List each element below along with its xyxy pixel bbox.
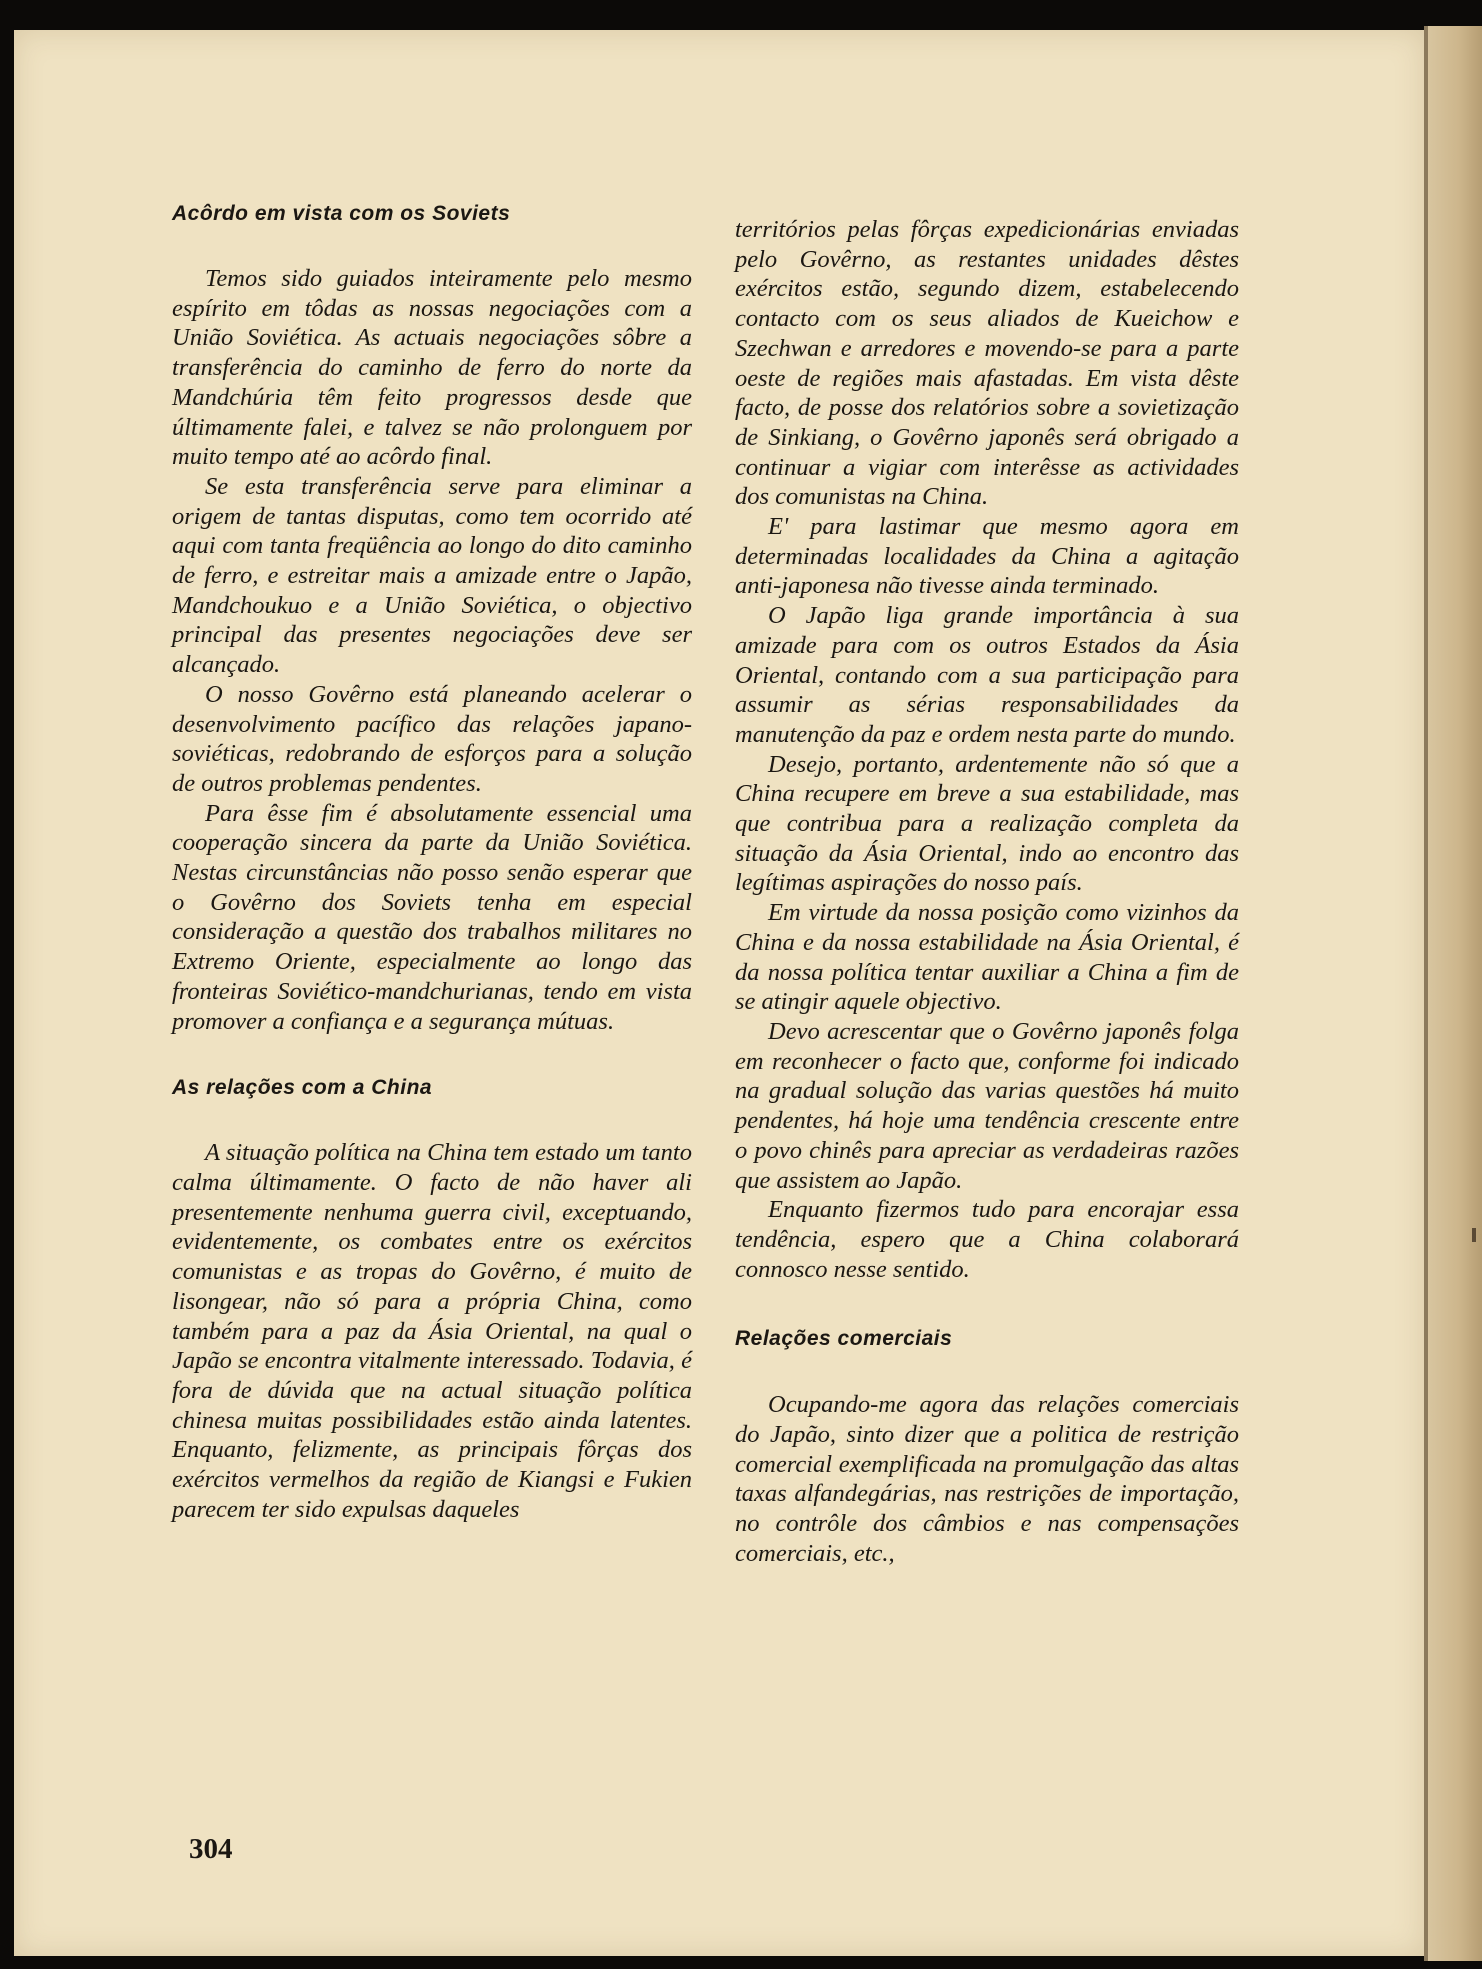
paragraph: E' para lastimar que mesmo agora em determinadas localidades da China a agitação anti-japonesa não tivesse ainda terminado. xyxy=(735,513,1239,600)
paragraph: O nosso Govêrno está planeando acelerar o desenvolvimento pacífico das relações japano-soviéticas, redobrando de esforços para a solução de outros problemas pendentes. xyxy=(172,680,692,797)
paragraph: territórios pelas fôrças expedicionárias enviadas pelo Govêrno, as restantes unidades dêstes exércitos estão, segundo dizem, estabelecendo contacto com os seus aliados de Kueichow e Szechwan e arredores e movendo-se para a parte oeste de regiões mais afastadas. Em vista dêste facto, de posse dos relatórios sobre a sovietização de Sinkiang, o Govêrno japonês será obrigado a continuar a vigiar com interêsse as actividades dos comunistas na China. xyxy=(735,216,1239,511)
heading-commercial: Relações comerciais xyxy=(735,1327,953,1351)
paragraph: Ocupando-me agora das relações comerciais do Japão, sinto dizer que a politica de restrição comercial exemplificada na promulgação das altas taxas alfandegárias, nas restrições de importação, no contrôle dos câmbios e nas compensações comerciais, etc., xyxy=(735,1391,1239,1567)
heading-soviets: Acôrdo em vista com os Soviets xyxy=(172,202,511,225)
paragraph: Se esta transferência serve para eliminar a origem de tantas disputas, como tem ocorrido até aqui com tanta freqüência ao longo do dito caminho de ferro, e estreitar mais a amizade entre o Japão, Mandchoukuo e a União Soviética, o objectivo principal das presentes negociações deve ser alcançado. xyxy=(172,472,692,679)
paragraph: O Japão liga grande importância à sua amizade para com os outros Estados da Ásia Oriental, contando com a sua participação para assumir as sérias responsabilidades da manutenção da paz e ordem nesta parte do mundo. xyxy=(735,602,1239,748)
left-column xyxy=(172,200,692,1524)
page-number: 304 xyxy=(189,1833,233,1865)
paragraph: A situação política na China tem estado um tanto calma últimamente. O facto de não haver ali presentemente nenhuma guerra civil, exceptuando, evidentemente, os combates entre os exércitos comunistas e as tropas do Govêrno, é muito de lisongear, não só para a própria China, como também para a paz da Ásia Oriental, na qual o Japão se encontra vitalmente interessado. Todavia, é fora de dúvida que na actual situação política chinesa muitas possibilidades estão ainda latentes. Enquanto, felizmente, as principais fôrças dos exércitos vermelhos da região de Kiangsi e Fukien parecem ter sido expulsas daqueles xyxy=(172,1139,692,1523)
heading-china: As relações com a China xyxy=(172,1076,433,1100)
edge-mark xyxy=(1472,1228,1476,1242)
paragraph: Enquanto fizermos tudo para encorajar essa tendência, espero que a China colaborará connosco nesse sentido. xyxy=(735,1196,1239,1283)
paragraph: Temos sido guiados inteiramente pelo mesmo espírito em tôdas as nossas negociações com a União Soviética. As actuais negociações sôbre a transferência do caminho de ferro do norte da Mandchúria têm feito progressos desde que últimamente falei, e talvez se não prolonguem por muito tempo até ao acôrdo final. xyxy=(172,265,692,471)
paragraph: Devo acrescentar que o Govêrno japonês folga em reconhecer o facto que, conforme foi indicado na gradual solução das varias questões há muito pendentes, há hoje uma tendência crescente entre o povo chinês para apreciar as verdadeiras razões que assistem ao Japão. xyxy=(735,1017,1239,1194)
paragraph: Para êsse fim é absolutamente essencial uma cooperação sincera da parte da União Soviética. Nestas circunstâncias não posso senão esperar que o Govêrno dos Soviets tenha em especial consideração a questão dos trabalhos militares no Extremo Oriente, especialmente ao longo das fronteiras Soviético-mandchurianas, tendo em vista promover a confiança e a segurança mútuas. xyxy=(172,799,692,1035)
facing-page-edge xyxy=(1424,26,1482,1961)
paragraph: Desejo, portanto, ardentemente não só que a China recupere em breve a sua estabilidade, mas que contribua para a realização completa da situação da Ásia Oriental, indo ao encontro das legítimas aspirações do nosso país. xyxy=(735,750,1239,897)
right-column xyxy=(735,215,1239,1569)
paragraph: Em virtude da nossa posição como vizinhos da China e da nossa estabilidade na Ásia Oriental, é da nossa política tentar auxiliar a China a fim de se atingir aquele objectivo. xyxy=(735,899,1239,1016)
